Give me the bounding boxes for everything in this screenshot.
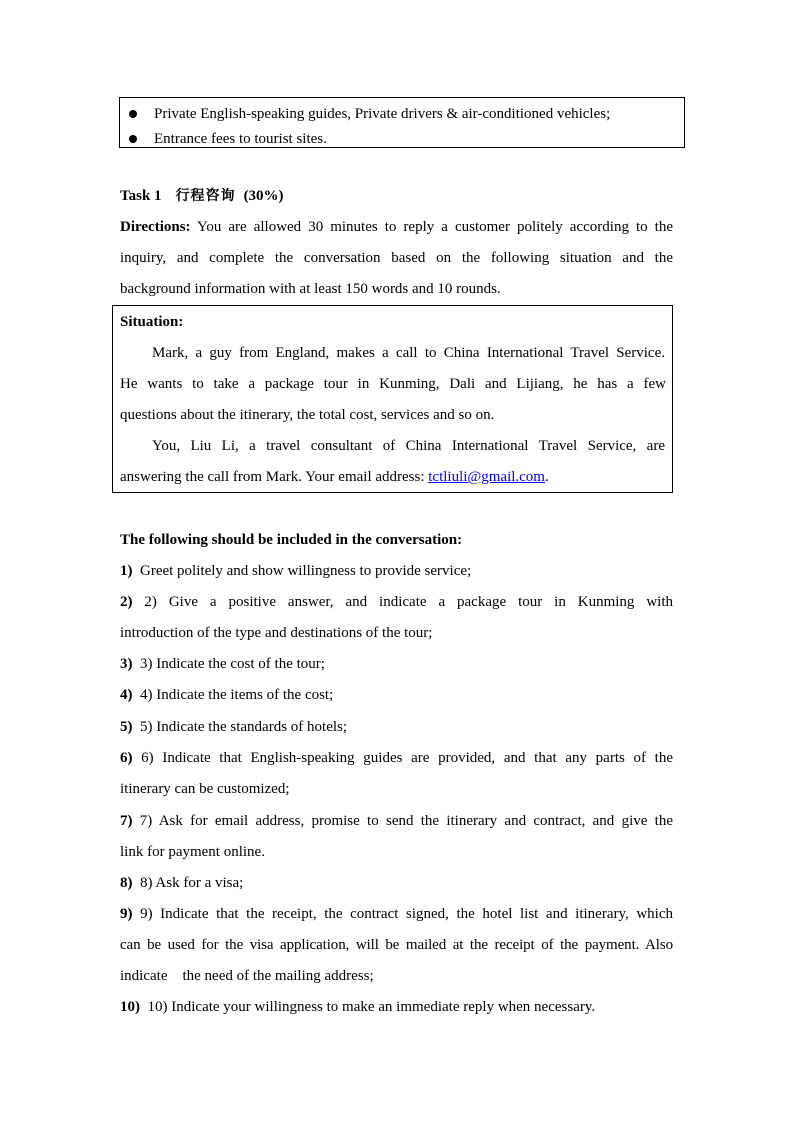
requirement-item	[120, 591, 673, 613]
requirement-item	[120, 684, 333, 706]
item-continuation: link for payment online.	[120, 844, 265, 860]
directions-text: You are allowed 30 minutes to reply a customer politely according to the	[197, 219, 673, 235]
item-number: 9)	[120, 906, 133, 922]
requirement-item	[120, 747, 673, 769]
requirement-item	[120, 810, 673, 832]
item-text: 3) Indicate the cost of the tour;	[140, 656, 325, 672]
item-continuation: indicate the need of the mailing address;	[120, 968, 374, 984]
item-continuation: itinerary can be customized;	[120, 781, 290, 797]
item-number: 7)	[120, 813, 133, 829]
requirement-item	[120, 872, 243, 894]
situation-p1-line-1: Mark, a guy from England, makes a call to China International Travel Service.	[152, 345, 665, 361]
task-label: Task 1	[120, 188, 162, 204]
situation-p2-line-2	[120, 466, 549, 488]
item-continuation: introduction of the type and destinations of the tour;	[120, 625, 433, 641]
item-number: 1)	[120, 563, 133, 579]
item-text: 4) Indicate the items of the cost;	[140, 687, 334, 703]
item-continuation: can be used for the visa application, will be mailed at the receipt of the payment. Also	[120, 937, 673, 953]
included-services-box	[119, 97, 685, 148]
requirements-heading: The following should be included in the conversation:	[120, 532, 463, 548]
item-number: 8)	[120, 875, 133, 891]
directions-label: Directions:	[120, 219, 191, 235]
bullet-text: Private English-speaking guides, Private drivers & air-conditioned vehicles;	[154, 106, 611, 122]
situation-p2-line-1: You, Liu Li, a travel consultant of China International Travel Service, are	[152, 438, 665, 454]
email-link[interactable]: tctliuli@gmail.com	[428, 469, 545, 485]
item-number: 4)	[120, 687, 133, 703]
item-text: 9) Indicate that the receipt, the contract signed, the hotel list and itinerary, which	[140, 906, 673, 922]
item-number: 6)	[120, 750, 133, 766]
directions-line-2: inquiry, and complete the conversation based on the following situation and the	[120, 250, 673, 266]
item-text: 10) Indicate your willingness to make an immediate reply when necessary.	[147, 999, 596, 1015]
requirement-item	[120, 653, 325, 675]
requirement-item	[120, 560, 471, 582]
situation-label: Situation:	[120, 314, 184, 330]
bullet-text: Entrance fees to tourist sites.	[154, 131, 327, 147]
item-text: 6) Indicate that English-speaking guides are provided, and that any parts of the	[141, 750, 673, 766]
item-text: 7) Ask for email address, promise to send the itinerary and contract, and give the	[139, 813, 673, 829]
item-number: 3)	[120, 656, 133, 672]
situation-box	[112, 305, 673, 493]
task-weight: (30%)	[243, 188, 284, 204]
directions-line-3: background information with at least 150 words and 10 rounds.	[120, 281, 501, 297]
task-title-cn: 行程咨询	[175, 188, 236, 204]
requirement-item	[120, 716, 347, 738]
item-number: 5)	[120, 719, 133, 735]
requirement-item	[120, 903, 673, 925]
item-number: 2)	[120, 594, 133, 610]
situation-p2-text: answering the call from Mark. Your email address:	[120, 469, 429, 485]
directions-line-1	[120, 216, 673, 238]
bullet-dot-icon	[129, 110, 137, 118]
item-number: 10)	[120, 999, 140, 1015]
situation-p2-suffix: .	[544, 469, 549, 485]
situation-p1-line-2: He wants to take a package tour in Kunming, Dali and Lijiang, he has a few	[120, 376, 666, 392]
item-text: Greet politely and show willingness to provide service;	[140, 563, 472, 579]
item-text: 8) Ask for a visa;	[140, 875, 244, 891]
item-text: 2) Give a positive answer, and indicate a package tour in Kunming with	[144, 594, 673, 610]
situation-p1-line-3: questions about the itinerary, the total cost, services and so on.	[120, 407, 495, 423]
bullet-dot-icon	[129, 135, 137, 143]
item-text: 5) Indicate the standards of hotels;	[140, 719, 348, 735]
task-heading	[120, 185, 284, 207]
requirement-item	[120, 996, 595, 1018]
